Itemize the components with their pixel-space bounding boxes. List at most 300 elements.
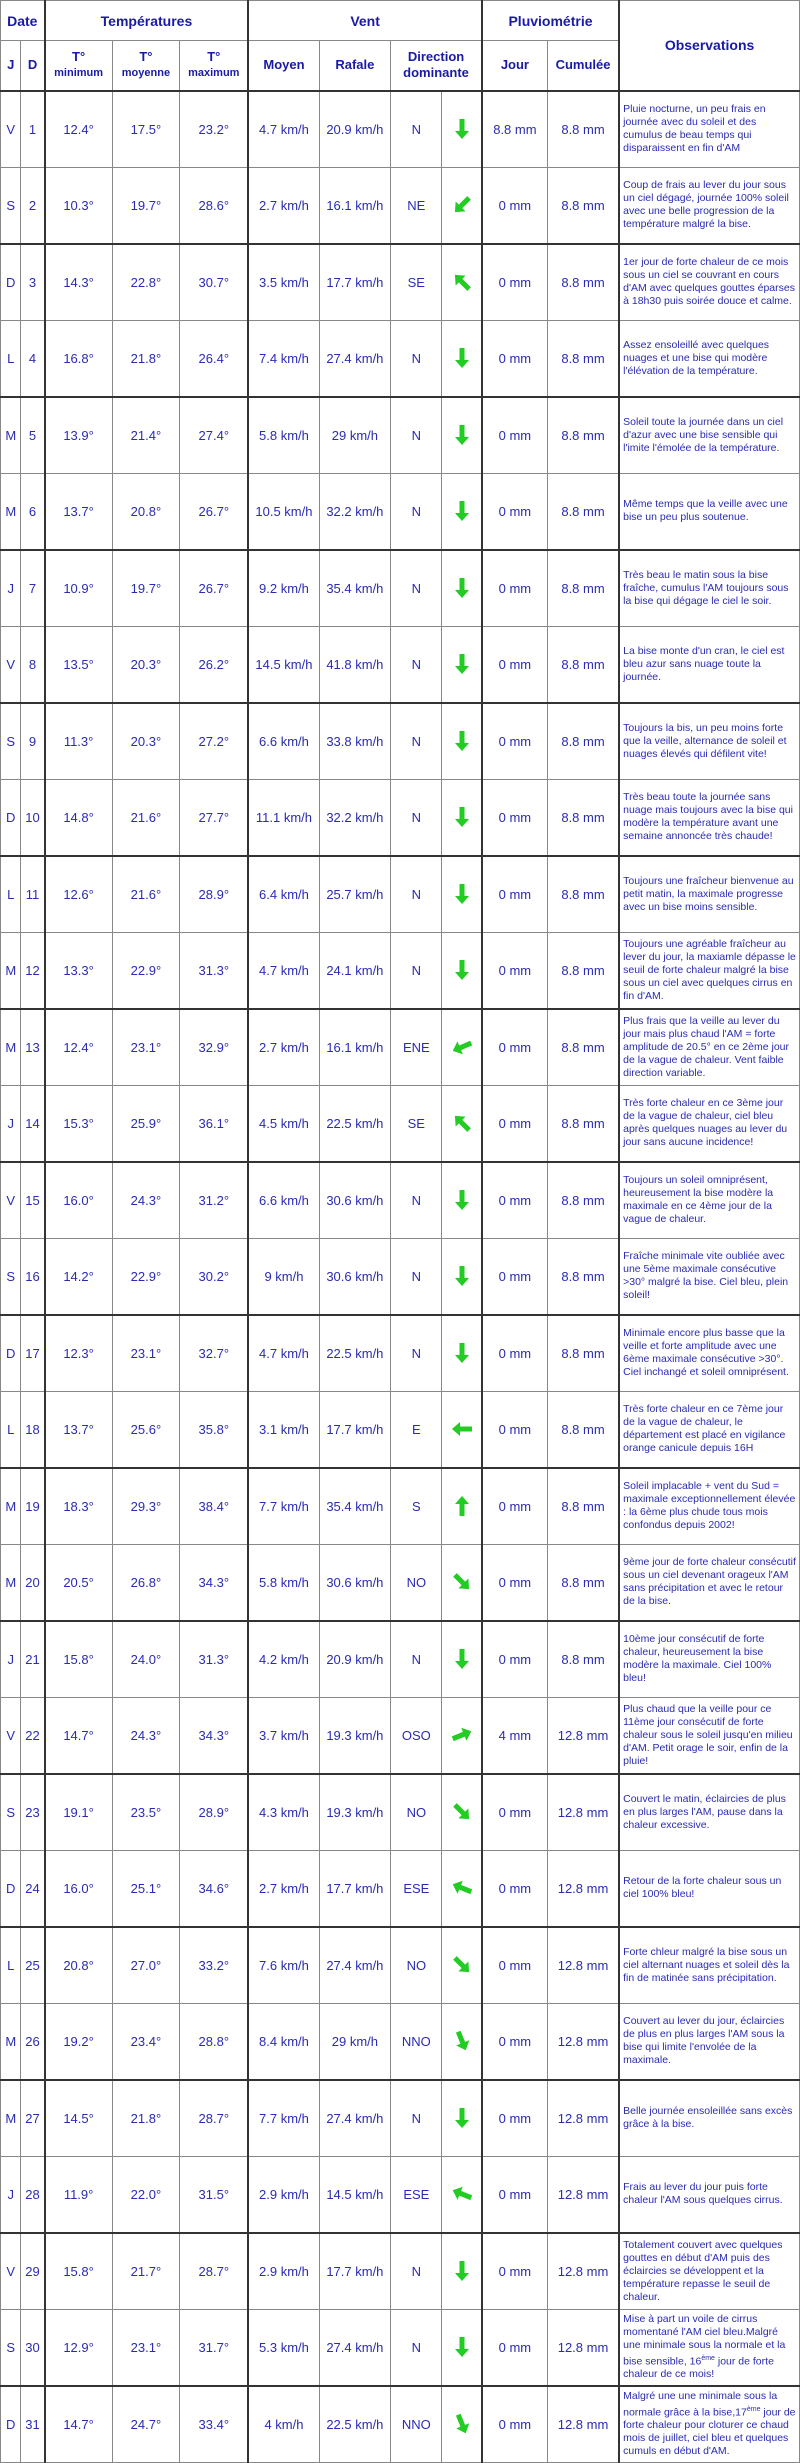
rain-cumul-cell: 8.8 mm [547,1238,619,1315]
tmax-cell: 28.9° [180,1774,249,1851]
rain-cumul-cell: 12.8 mm [547,2309,619,2386]
tmax-cell: 30.2° [180,1238,249,1315]
tmoy-cell: 23.1° [112,2309,180,2386]
wind-gust-cell: 22.5 km/h [319,1315,391,1392]
wind-arrow-shape [451,2412,471,2436]
wind-arrow-cell [442,2003,482,2080]
rain-cumul-cell: 12.8 mm [547,2080,619,2157]
wind-arrow-shape [455,884,469,904]
day-number: 31 [21,2386,45,2463]
tmin-cell: 14.5° [45,2080,113,2157]
tmoy-sub: moyenne [121,67,171,80]
wind-avg-cell: 14.5 km/h [248,626,319,703]
wind-avg-cell: 4.7 km/h [248,1315,319,1392]
wind-avg-cell: 4.7 km/h [248,91,319,168]
day-letter: L [1,1927,21,2004]
wind-arrow-icon [450,2335,474,2359]
table-row [1,2233,800,2310]
wind-direction-cell: N [391,473,442,550]
wind-direction-cell: ESE [391,1850,442,1927]
day-letter: S [1,1238,21,1315]
wind-arrow-shape [455,960,469,980]
tmoy-cell: 21.8° [112,320,180,397]
wind-arrow-icon [450,1111,474,1135]
wind-avg-cell: 4.7 km/h [248,932,319,1009]
rain-cumul-cell: 12.8 mm [547,1697,619,1774]
wind-arrow-shape [450,1953,474,1977]
rain-day-cell: 0 mm [482,550,548,627]
day-number: 18 [21,1391,45,1468]
wind-arrow-icon [450,2259,474,2283]
day-letter: J [1,1621,21,1698]
table-row [1,2309,800,2386]
day-number: 30 [21,2309,45,2386]
wind-gust-cell: 27.4 km/h [319,2080,391,2157]
observation-cell: Plus chaud que la veille pour ce 11ème jour consécutif de forte chaleur sous le soleil jusqu'en milieu d'AM. Petit orage le soir, enfin de la pluie! [619,1697,799,1774]
observation-cell: Assez ensoleillé avec quelques nuages et une bise qui modère l'élévation de la température. [619,320,799,397]
wind-arrow-cell [442,703,482,780]
rain-cumul-cell: 12.8 mm [547,2156,619,2233]
tmin-cell: 12.6° [45,856,113,933]
tmin-cell: 10.9° [45,550,113,627]
observation-cell: Malgré une une minimale sous la normale grâce à la bise,17ème jour de forte chaleur pour cloturer ce chaud mois de juillet, ciel bleu et quelques cumuls en début d'AM. [619,2386,799,2463]
rain-day-cell: 0 mm [482,2003,548,2080]
wind-avg-cell: 7.7 km/h [248,2080,319,2157]
tmin-cell: 13.7° [45,473,113,550]
table-row [1,1850,800,1927]
day-number: 1 [21,91,45,168]
wind-arrow-icon [450,2182,474,2206]
wind-gust-cell: 25.7 km/h [319,856,391,933]
wind-avg-cell: 4.5 km/h [248,1085,319,1162]
day-letter: D [1,1315,21,1392]
wind-direction-cell: ESE [391,2156,442,2233]
wind-arrow-shape [450,1800,474,1824]
wind-arrow-cell [442,1238,482,1315]
wind-arrow-icon [450,346,474,370]
observations-header: Observations [619,1,799,91]
table-row [1,2156,800,2233]
wind-avg-cell: 3.5 km/h [248,244,319,321]
tmax-cell: 35.8° [180,1391,249,1468]
rain-cumul-cell: 8.8 mm [547,1009,619,1086]
wind-avg-cell: 4 km/h [248,2386,319,2463]
observation-cell: Belle journée ensoleillée sans excès grâce à la bise. [619,2080,799,2157]
rain-cumul-cell: 8.8 mm [547,91,619,168]
observation-cell: La bise monte d'un cran, le ciel est bleu azur sans nuage toute la journée. [619,626,799,703]
wind-arrow-icon [450,1035,474,1059]
wind-gust-cell: 16.1 km/h [319,1009,391,1086]
wind-gust-cell: 27.4 km/h [319,2309,391,2386]
rain-day-cell: 0 mm [482,1162,548,1239]
rain-cumul-cell: 8.8 mm [547,1162,619,1239]
day-letter: V [1,91,21,168]
day-number: 20 [21,1544,45,1621]
wind-direction-cell: N [391,91,442,168]
wind-arrow-icon [450,576,474,600]
cumulee-header: Cumulée [547,41,619,91]
observation-cell: Très forte chaleur en ce 3ème jour de la vague de chaleur, ciel bleu après quelques nuages au lever du jour sans aucune incidence! [619,1085,799,1162]
wind-direction-cell: N [391,550,442,627]
table-row [1,1315,800,1392]
wind-arrow-shape [455,425,469,445]
observation-cell: Plus frais que la veille au lever du jour mais plus chaud l'AM = forte amplitude de 20.5° en ce 2ème jour de la vague de chaleur. Vent faible direction variable. [619,1009,799,1086]
day-letter: D [1,1850,21,1927]
wind-avg-cell: 7.7 km/h [248,1468,319,1545]
wind-direction-cell: NNO [391,2386,442,2463]
date-header: Date [1,1,45,41]
wind-direction-cell: N [391,2080,442,2157]
observation-cell: Mise à part un voile de cirrus momentané l'AM ciel bleu.Malgré une minimale sous la normale et la bise sensible, 16ème jour de forte chaleur de ce mois! [619,2309,799,2386]
wind-arrow-shape [455,731,469,751]
moyen-header: Moyen [248,41,319,91]
tmin-cell: 12.4° [45,91,113,168]
tmax-cell: 27.7° [180,779,249,856]
tmax-cell: 34.3° [180,1697,249,1774]
wind-arrow-cell [442,1009,482,1086]
day-letter: L [1,1391,21,1468]
wind-gust-cell: 16.1 km/h [319,167,391,244]
tmoy-cell: 24.3° [112,1162,180,1239]
observation-cell: Totalement couvert avec quelques gouttes en début d'AM puis des éclaircies se développent et la température repasse le seuil de chaleur. [619,2233,799,2310]
wind-arrow-icon [450,1723,474,1747]
day-number: 6 [21,473,45,550]
observation-cell: Toujours un soleil omniprésent, heureusement la bise modère la maximale en ce 4ème jour de la vague de chaleur. [619,1162,799,1239]
wind-gust-cell: 32.2 km/h [319,779,391,856]
observation-cell: Très forte chaleur en ce 7ème jour de la vague de chaleur, le département est placé en vigilance orange canicule depuis 16H [619,1391,799,1468]
day-letter: V [1,1162,21,1239]
day-number: 22 [21,1697,45,1774]
tmax-cell: 26.2° [180,626,249,703]
tmax-sub: maximum [188,67,240,80]
tmax-cell: 36.1° [180,1085,249,1162]
observation-cell: Retour de la forte chaleur sous un ciel 100% bleu! [619,1850,799,1927]
wind-gust-cell: 35.4 km/h [319,1468,391,1545]
table-row [1,1391,800,1468]
wind-arrow-shape [450,1570,474,1594]
tmax-cell: 31.2° [180,1162,249,1239]
tmin-cell: 13.9° [45,397,113,474]
wind-arrow-shape [455,119,469,139]
wind-direction-cell: OSO [391,1697,442,1774]
tmin-cell: 12.9° [45,2309,113,2386]
rain-day-cell: 0 mm [482,1238,548,1315]
tmoy-cell: 22.9° [112,932,180,1009]
rain-day-cell: 0 mm [482,2386,548,2463]
wind-gust-cell: 20.9 km/h [319,91,391,168]
tmax-cell: 38.4° [180,1468,249,1545]
table-row [1,2080,800,2157]
tmoy-cell: 25.9° [112,1085,180,1162]
rain-day-cell: 0 mm [482,2233,548,2310]
wind-avg-cell: 7.6 km/h [248,1927,319,2004]
wind-arrow-icon [450,499,474,523]
rain-cumul-cell: 12.8 mm [547,1927,619,2004]
wind-avg-cell: 3.7 km/h [248,1697,319,1774]
table-row [1,1621,800,1698]
table-row [1,2003,800,2080]
day-number: 4 [21,320,45,397]
table-row [1,91,800,168]
tmax-cell: 28.9° [180,856,249,933]
tmoy-cell: 20.3° [112,626,180,703]
tmax-cell: 27.2° [180,703,249,780]
day-letter: V [1,626,21,703]
tmoy-cell: 21.8° [112,2080,180,2157]
rain-cumul-cell: 8.8 mm [547,1621,619,1698]
rain-cumul-cell: 12.8 mm [547,2386,619,2463]
day-letter: J [1,550,21,627]
rain-cumul-cell: 12.8 mm [547,1850,619,1927]
day-number: 29 [21,2233,45,2310]
observation-cell: Soleil toute la journée dans un ciel d'azur avec une bise sensible qui l'imite l'émolée de la température. [619,397,799,474]
tmax-cell: 33.4° [180,2386,249,2463]
day-number: 26 [21,2003,45,2080]
wind-arrow-shape [455,348,469,368]
day-number: 25 [21,1927,45,2004]
wind-arrow-icon [450,1341,474,1365]
day-number: 27 [21,2080,45,2157]
tmax-cell: 28.7° [180,2233,249,2310]
tmin-cell: 14.2° [45,1238,113,1315]
wind-gust-cell: 22.5 km/h [319,1085,391,1162]
day-number: 17 [21,1315,45,1392]
rain-day-cell: 0 mm [482,244,548,321]
tmin-cell: 20.5° [45,1544,113,1621]
wind-gust-cell: 29 km/h [319,2003,391,2080]
tmoy-cell: 24.7° [112,2386,180,2463]
tmoy-cell: 29.3° [112,1468,180,1545]
tmoy-cell: 17.5° [112,91,180,168]
tmoy-cell: 21.6° [112,779,180,856]
day-number: 24 [21,1850,45,1927]
rain-day-cell: 0 mm [482,397,548,474]
rain-cumul-cell: 12.8 mm [547,1774,619,1851]
tmax-cell: 28.7° [180,2080,249,2157]
observation-cell: 10ème jour consécutif de forte chaleur, heureusement la bise modère la maximale. Ciel 100% bleu! [619,1621,799,1698]
rain-day-cell: 0 mm [482,1927,548,2004]
observation-cell: Pluie nocturne, un peu frais en journée avec du soleil et des cumulus de beau temps qui disparaissent en fin d'AM [619,91,799,168]
wind-arrow-cell [442,1927,482,2004]
wind-arrow-shape [455,501,469,521]
observation-cell: Couvert le matin, éclaircies de plus en plus larges l'AM, pause dans la chaleur excessive. [619,1774,799,1851]
tmoy-cell: 20.3° [112,703,180,780]
wind-arrow-shape [452,1422,472,1436]
rain-day-cell: 0 mm [482,2309,548,2386]
wind-arrow-shape [450,1725,474,1745]
observation-cell: Forte chleur malgré la bise sous un ciel alternant nuages et soleil dès la fin de matinée sans précipitation. [619,1927,799,2004]
day-letter: V [1,2233,21,2310]
tmoy-cell: 23.5° [112,1774,180,1851]
rain-day-cell: 0 mm [482,779,548,856]
wind-arrow-cell [442,244,482,321]
wind-arrow-shape [455,807,469,827]
tmax-cell: 31.3° [180,1621,249,1698]
day-number: 11 [21,856,45,933]
day-number: 23 [21,1774,45,1851]
tmin-cell: 14.7° [45,1697,113,1774]
wind-direction-cell: NO [391,1774,442,1851]
day-letter: L [1,856,21,933]
wind-gust-cell: 22.5 km/h [319,2386,391,2463]
tmin-cell: 15.3° [45,1085,113,1162]
tmoy-cell: 19.7° [112,550,180,627]
rain-cumul-cell: 12.8 mm [547,2233,619,2310]
wind-avg-cell: 4.3 km/h [248,1774,319,1851]
wind-direction-cell: N [391,1162,442,1239]
wind-gust-cell: 24.1 km/h [319,932,391,1009]
tmin-header [45,41,113,91]
tmoy-cell: 26.8° [112,1544,180,1621]
table-row [1,2386,800,2463]
wind-arrow-icon [450,117,474,141]
wind-arrow-cell [442,550,482,627]
observation-cell: Très beau toute la journée sans nuage mais toujours avec la bise qui modère la température avant une semaine annoncée très chaude! [619,779,799,856]
tmoy-cell: 19.7° [112,167,180,244]
wind-avg-cell: 2.9 km/h [248,2156,319,2233]
wind-direction-cell: SE [391,1085,442,1162]
day-number: 15 [21,1162,45,1239]
tmax-cell: 34.6° [180,1850,249,1927]
wind-direction-cell: S [391,1468,442,1545]
rain-cumul-cell: 8.8 mm [547,320,619,397]
tmoy-symbol: T° [139,49,153,65]
wind-direction-cell: ENE [391,1009,442,1086]
wind-gust-cell: 17.7 km/h [319,1850,391,1927]
tmax-cell: 33.2° [180,1927,249,2004]
rain-cumul-cell: 8.8 mm [547,1391,619,1468]
wind-arrow-icon [450,423,474,447]
observation-cell: Minimale encore plus basse que la veille et forte amplitude avec une 6ème maximale consécutive >30°. Ciel inchangé et soleil omniprésent. [619,1315,799,1392]
wind-arrow-icon [450,805,474,829]
tmin-cell: 13.3° [45,932,113,1009]
wind-arrow-cell [442,1315,482,1392]
day-letter: M [1,1009,21,1086]
wind-arrow-icon [450,1264,474,1288]
rain-day-cell: 0 mm [482,626,548,703]
day-number-header: D [21,41,45,91]
wind-arrow-icon [450,1188,474,1212]
day-letter: M [1,2003,21,2080]
observation-cell: 1er jour de forte chaleur de ce mois sous un ciel se couvrant en cours d'AM avec quelques gouttes éparses à 18h30 puis soirée douce et calme. [619,244,799,321]
wind-arrow-shape [455,1496,469,1516]
wind-direction-cell: N [391,1315,442,1392]
day-letter: M [1,473,21,550]
wind-arrow-icon [450,1953,474,1977]
table-row [1,932,800,1009]
tmin-sub: minimum [54,67,104,80]
tmin-cell: 11.3° [45,703,113,780]
rain-cumul-cell: 8.8 mm [547,244,619,321]
wind-arrow-icon [450,270,474,294]
day-number: 13 [21,1009,45,1086]
rain-cumul-cell: 8.8 mm [547,626,619,703]
tmoy-cell: 24.3° [112,1697,180,1774]
wind-avg-cell: 4.2 km/h [248,1621,319,1698]
tmin-cell: 16.0° [45,1162,113,1239]
rain-day-cell: 0 mm [482,1085,548,1162]
tmin-cell: 15.8° [45,1621,113,1698]
tmin-cell: 16.8° [45,320,113,397]
day-letter: M [1,1468,21,1545]
wind-arrow-icon [450,958,474,982]
wind-arrow-cell [442,1544,482,1621]
day-letter: V [1,1697,21,1774]
observation-cell: Très beau le matin sous la bise fraîche, cumulus l'AM toujours sous la bise qui dégage le ciel le soir. [619,550,799,627]
rain-cumul-cell: 8.8 mm [547,779,619,856]
observation-cell: Coup de frais au lever du jour sous un ciel dégagé, journée 100% soleil avec une belle progression de la température malgré la bise. [619,167,799,244]
wind-direction-cell: N [391,626,442,703]
tmin-cell: 11.9° [45,2156,113,2233]
rain-day-cell: 0 mm [482,1468,548,1545]
observation-cell: Toujours une fraîcheur bienvenue au petit matin, la maximale progresse avec un bise moins sensible. [619,856,799,933]
wind-arrow-cell [442,2309,482,2386]
wind-avg-cell: 5.8 km/h [248,1544,319,1621]
wind-arrow-cell [442,1468,482,1545]
observation-cell: Toujours une agréable fraîcheur au lever du jour, la maxiamle dépasse le seuil de forte chaleur malgré la bise sous un ciel avec quelques cirrus en fin d'AM. [619,932,799,1009]
wind-arrow-icon [450,1494,474,1518]
wind-avg-cell: 2.7 km/h [248,1009,319,1086]
temperatures-header: Températures [45,1,249,41]
wind-avg-cell: 6.4 km/h [248,856,319,933]
wind-arrow-shape [455,2337,469,2357]
tmin-symbol: T° [72,49,86,65]
tmax-cell: 28.8° [180,2003,249,2080]
wind-avg-cell: 8.4 km/h [248,2003,319,2080]
tmin-cell: 15.8° [45,2233,113,2310]
wind-avg-cell: 10.5 km/h [248,473,319,550]
rain-cumul-cell: 8.8 mm [547,167,619,244]
day-letter: D [1,244,21,321]
tmin-cell: 18.3° [45,1468,113,1545]
day-number: 2 [21,167,45,244]
wind-direction-cell: N [391,1238,442,1315]
rain-cumul-cell: 8.8 mm [547,703,619,780]
wind-arrow-cell [442,167,482,244]
wind-direction-cell: N [391,1621,442,1698]
wind-arrow-shape [450,193,474,217]
wind-arrow-icon [450,193,474,217]
wind-direction-cell: N [391,2309,442,2386]
tmin-cell: 14.3° [45,244,113,321]
day-letter: S [1,2309,21,2386]
wind-direction-cell: E [391,1391,442,1468]
wind-direction-cell: N [391,703,442,780]
wind-arrow-icon [450,729,474,753]
tmax-cell: 30.7° [180,244,249,321]
wind-arrow-icon [450,1417,474,1441]
observation-cell: Toujours la bis, un peu moins forte que la veille, alternance de soleil et nuages élevés qui défilent vite! [619,703,799,780]
table-row [1,1468,800,1545]
rafale-header: Rafale [319,41,391,91]
tmax-cell: 26.7° [180,550,249,627]
rain-day-cell: 0 mm [482,1850,548,1927]
rain-day-cell: 0 mm [482,1315,548,1392]
wind-arrow-shape [455,2261,469,2281]
rain-cumul-cell: 8.8 mm [547,856,619,933]
tmoy-cell: 22.9° [112,1238,180,1315]
observation-cell: 9ème jour de forte chaleur consécutif sous un ciel devenant orageux l'AM sans précipitation et avec le retour de la bise. [619,1544,799,1621]
wind-arrow-shape [455,1190,469,1210]
table-row [1,1697,800,1774]
wind-gust-cell: 32.2 km/h [319,473,391,550]
wind-arrow-shape [450,1111,474,1135]
tmax-header [180,41,249,91]
observation-cell: Soleil implacable + vent du Sud = maximale exceptionnellement élevée : la 6ème plus chude tous mois confondus depuis 2002! [619,1468,799,1545]
wind-direction-cell: NO [391,1544,442,1621]
wind-gust-cell: 35.4 km/h [319,550,391,627]
wind-arrow-cell [442,2156,482,2233]
